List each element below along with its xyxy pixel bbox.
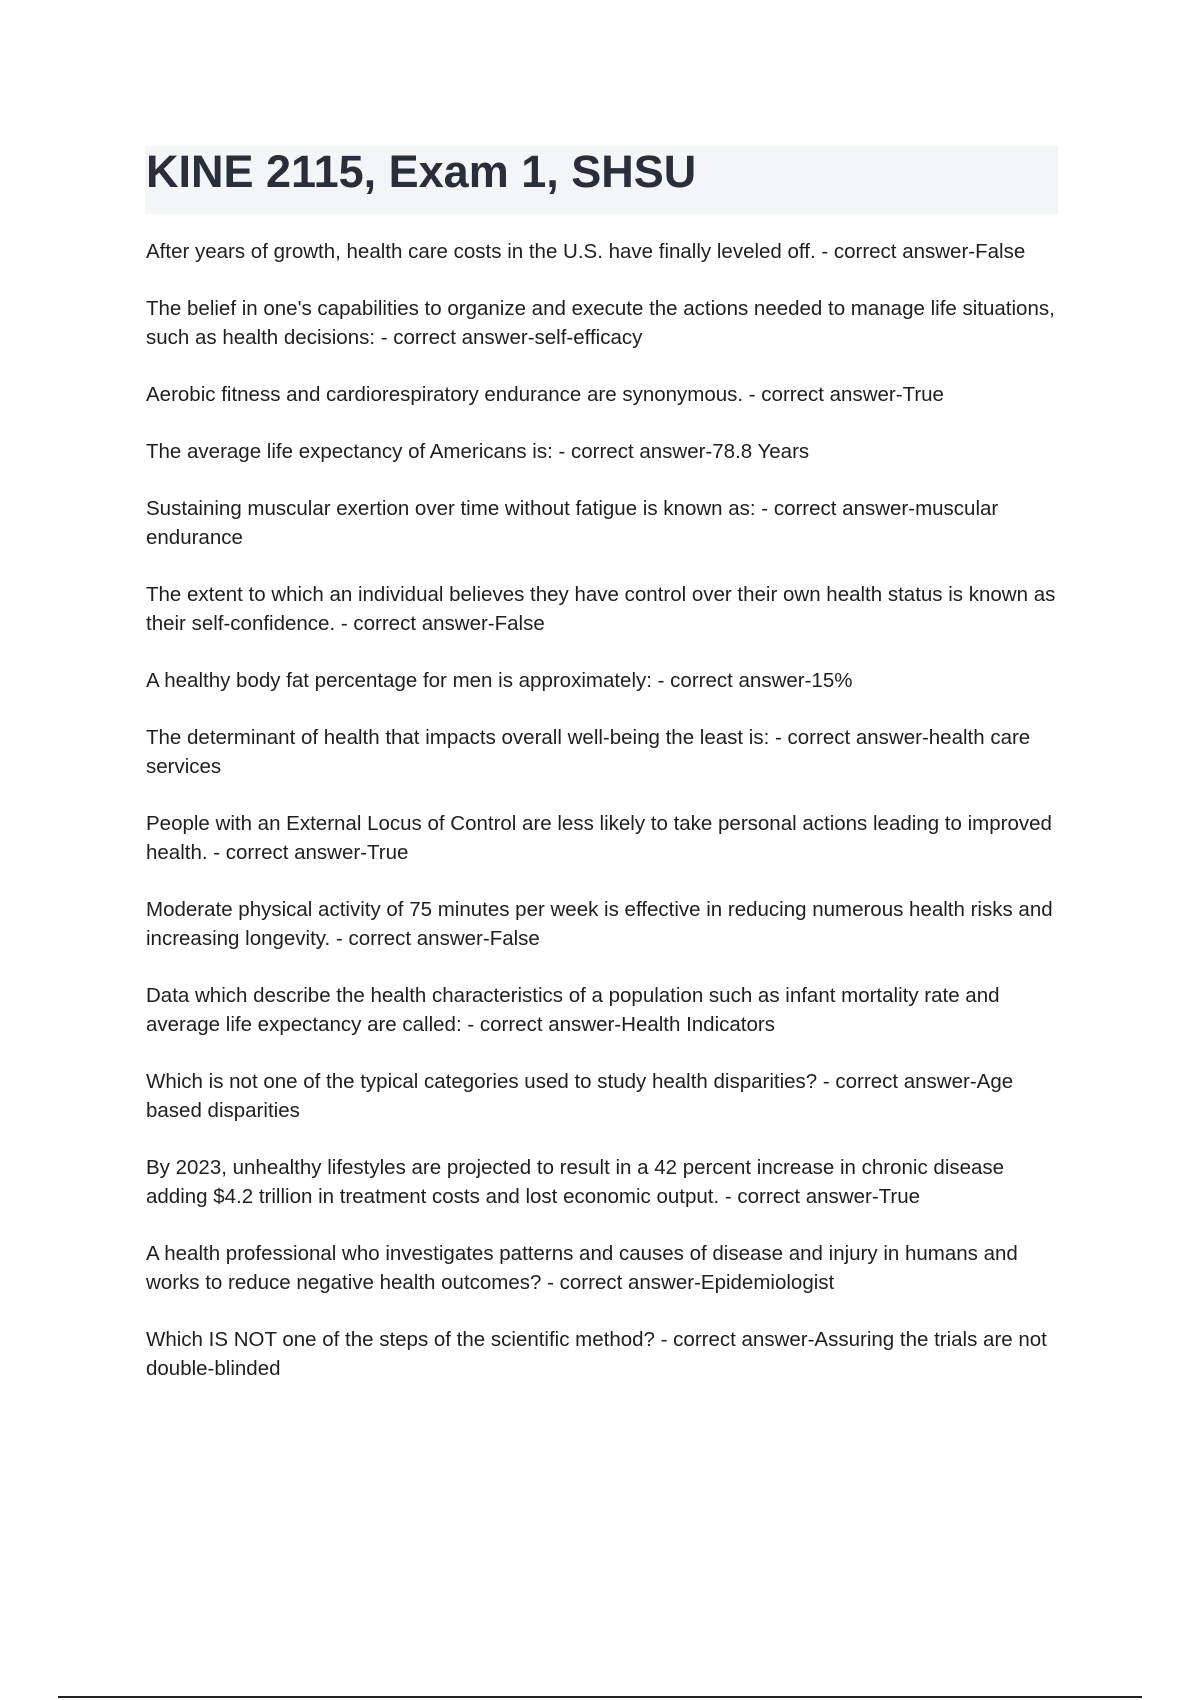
question-answer-list <box>146 237 1061 1411</box>
qa-item-7: A healthy body fat percentage for men is approximately: - correct answer-15% <box>146 669 853 692</box>
qa-item-4: The average life expectancy of Americans is: - correct answer-78.8 Years <box>146 440 810 463</box>
qa-item-12: Which is not one of the typical categories used to study health disparities? - correct answer-Age based disparities <box>146 1070 1014 1122</box>
qa-item-5: Sustaining muscular exertion over time without fatigue is known as: - correct answer-muscular endurance <box>146 497 999 549</box>
qa-item-9: People with an External Locus of Control are less likely to take personal actions leading to improved health. - correct answer-True <box>146 812 1052 864</box>
qa-item-14: A health professional who investigates patterns and causes of disease and injury in humans and works to reduce negative health outcomes? - correct answer-Epidemiologist <box>146 1242 1018 1294</box>
qa-item-8: The determinant of health that impacts overall well-being the least is: - correct answer-health care services <box>146 726 1031 778</box>
document-title: KINE 2115, Exam 1, SHSU <box>146 146 697 197</box>
qa-item-15: Which IS NOT one of the steps of the scientific method? - correct answer-Assuring the trials are not double-blinded <box>146 1328 1047 1380</box>
qa-item-6: The extent to which an individual believes they have control over their own health status is known as their self-confidence. - correct answer-False <box>146 583 1056 635</box>
qa-item-3: Aerobic fitness and cardiorespiratory endurance are synonymous. - correct answer-True <box>146 383 944 406</box>
qa-item-2: The belief in one's capabilities to organize and execute the actions needed to manage life situations, such as health decisions: - correct answer-self-efficacy <box>146 297 1055 349</box>
page-bottom-rule <box>58 1696 1142 1698</box>
qa-item-10: Moderate physical activity of 75 minutes per week is effective in reducing numerous health risks and increasing longevity. - correct answer-False <box>146 898 1053 950</box>
qa-item-11: Data which describe the health characteristics of a population such as infant mortality rate and average life expectancy are called: - correct answer-Health Indicators <box>146 984 1000 1036</box>
qa-item-13: By 2023, unhealthy lifestyles are projected to result in a 42 percent increase in chronic disease adding $4.2 trillion in treatment costs and lost economic output. - correct answer-True <box>146 1156 1005 1208</box>
qa-item-1: After years of growth, health care costs in the U.S. have finally leveled off. - correct answer-False <box>146 240 1026 263</box>
